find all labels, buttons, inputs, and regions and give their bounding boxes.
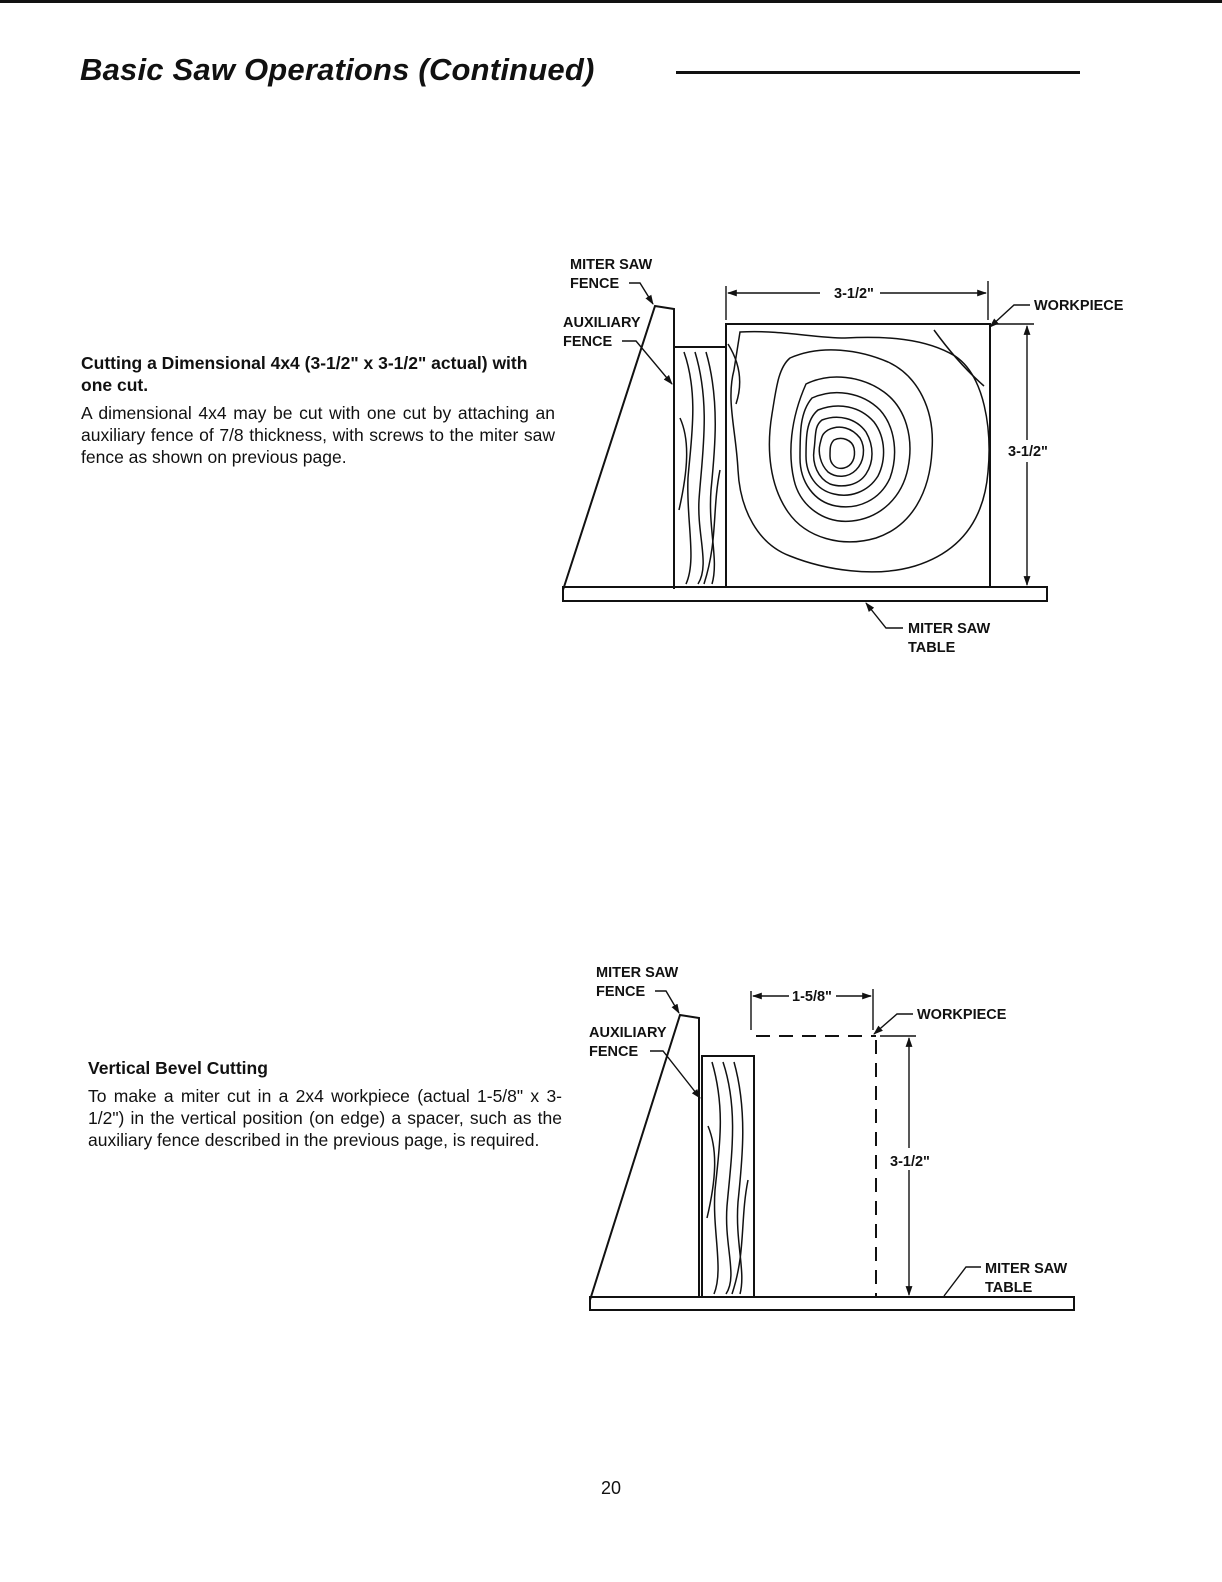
label-miter-saw-fence: FENCE	[570, 276, 620, 292]
label-workpiece: WORKPIECE	[917, 1007, 1007, 1023]
auxiliary-fence	[702, 1056, 754, 1297]
label-miter-saw-fence: MITER SAW	[570, 257, 653, 273]
section-body: To make a miter cut in a 2x4 workpiece (actual 1-5/8" x 3-1/2") in the vertical position (on edge) a spacer, such as the auxiliary fence described in the previous page, is required.	[88, 1086, 562, 1150]
dimension-height-label: 3-1/2"	[1008, 444, 1048, 460]
section-heading: Cutting a Dimensional 4x4 (3-1/2" x 3-1/2" actual) with one cut.	[81, 353, 528, 395]
auxiliary-fence-grain	[707, 1062, 748, 1294]
workpiece-end-grain	[728, 330, 989, 572]
label-miter-saw-fence: MITER SAW	[596, 965, 679, 981]
label-miter-saw-table: MITER SAW	[985, 1261, 1068, 1277]
label-workpiece: WORKPIECE	[1034, 298, 1124, 314]
miter-saw-table	[563, 587, 1047, 601]
auxiliary-fence	[674, 347, 726, 587]
figure-2x4-diagram	[589, 965, 1074, 1310]
page-number: 20	[600, 1478, 622, 1498]
label-auxiliary-fence: FENCE	[589, 1044, 639, 1060]
dimension-width-label: 3-1/2"	[834, 286, 874, 302]
section-body: A dimensional 4x4 may be cut with one cut by attaching an auxiliary fence of 7/8 thickness, with screws to the miter saw fence as shown on previous page.	[81, 403, 555, 467]
label-auxiliary-fence: AUXILIARY	[563, 315, 641, 331]
figure-4x4-diagram	[563, 257, 1124, 656]
dimension-width-label: 1-5/8"	[792, 989, 832, 1005]
auxiliary-fence-grain	[679, 352, 720, 584]
label-miter-saw-fence: FENCE	[596, 984, 646, 1000]
label-miter-saw-table: TABLE	[908, 640, 956, 656]
page-title: Basic Saw Operations (Continued)	[80, 52, 595, 87]
label-auxiliary-fence: FENCE	[563, 334, 613, 350]
section-heading: Vertical Bevel Cutting	[88, 1058, 268, 1078]
label-miter-saw-table: TABLE	[985, 1280, 1033, 1296]
label-miter-saw-table: MITER SAW	[908, 621, 991, 637]
dimension-height-label: 3-1/2"	[890, 1154, 930, 1170]
miter-saw-table	[590, 1297, 1074, 1310]
label-auxiliary-fence: AUXILIARY	[589, 1025, 667, 1041]
